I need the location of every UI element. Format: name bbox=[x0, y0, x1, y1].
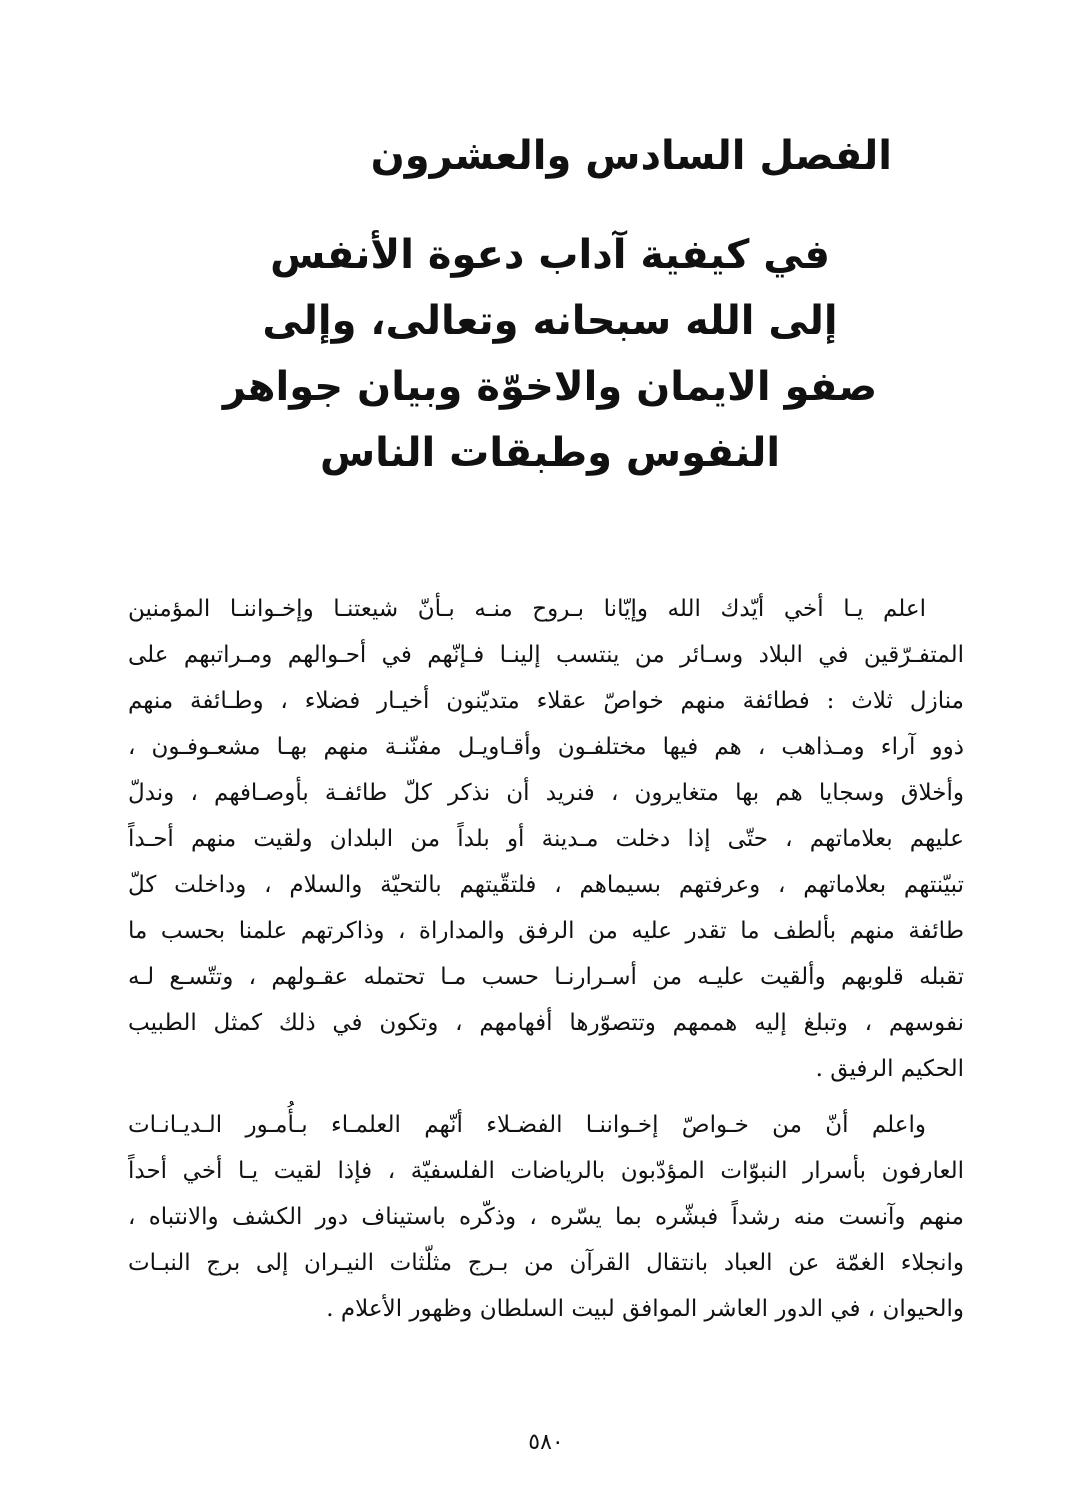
text-line: عليهم بعلاماتهم ، حتّى إذا دخلت مـدينة أو بلداً من البلدان ولقيت منهم أحـداً bbox=[128, 826, 964, 852]
text-line: تبيّنتهم بعلاماتهم ، وعرفتهم بسيماهم ، فلتقّيتهم بالتحيّة والسلام ، وداخلت كلّ bbox=[128, 872, 964, 898]
body-text bbox=[128, 586, 964, 1332]
text-line: واعلم أنّ من خـواصّ إخـواننـا الفضـلاء أنّهم العلمـاء بـأُمـور الـديـانـات bbox=[128, 1112, 926, 1138]
text-line: والحيوان ، في الدور العاشر الموافق لبيت السلطان وظهور الأعلام . bbox=[326, 1296, 964, 1322]
text-line: وأخلاق وسجايا هم بها متغايرون ، فنريد أن نذكر كلّ طائفـة بأوصـافهم ، وندلّ bbox=[128, 780, 964, 806]
text-line: العارفون بأسرار النبوّات المؤدّبون بالرياضات الفلسفيّة ، فإذا لقيت يـا أخي أحداً bbox=[128, 1158, 964, 1184]
text-line: ذوو آراء ومـذاهب ، هم فيها مختلفـون وأقـاويـل مفنّنـة منهم بهـا مشعـوفـون ، bbox=[128, 734, 964, 760]
text-line: منهم وآنست منه رشداً فبشّره بما يسّره ، وذكّره باستيناف دور الكشف والانتباه ، bbox=[128, 1204, 965, 1230]
page-number: ٥٨٠ bbox=[528, 1430, 564, 1455]
subtitle-line: إلى الله سبحانه وتعالى، وإلى bbox=[262, 298, 838, 344]
subtitle-line: النفوس وطبقات الناس bbox=[319, 430, 781, 476]
paragraph-1 bbox=[128, 586, 964, 1092]
text-line: اعلم يـا أخي أيّدك الله وإيّانا بـروح منـه بـأنّ شيعتنـا وإخـواننـا المؤمنين bbox=[128, 596, 926, 622]
text-line: وانجلاء الغمّة عن العباد بانتقال القرآن من بـرج مثلّثات النيـران إلى برج النبـات bbox=[128, 1250, 964, 1276]
text-line: المتفـرّقين في البلاد وسـائر من ينتسب إلينـا فـإنّهم في أحـوالهم ومـراتبهم على bbox=[128, 642, 964, 668]
chapter-title: الفصل السادس والعشرون bbox=[370, 133, 892, 179]
subtitle-line: في كيفية آداب دعوة الأنفس bbox=[270, 232, 830, 278]
text-line: نفوسهم ، وتبلغ إليه هممهم وتتصوّرها أفهامهم ، وتكون في ذلك كمثل الطبيب bbox=[128, 1010, 964, 1036]
paragraph-2 bbox=[128, 1102, 964, 1332]
text-line: تقبله قلوبهم وألقيت عليـه من أسـرارنـا حسب مـا تحتمله عقـولهم ، وتتّسـع لـه bbox=[128, 964, 964, 990]
text-line: منازل ثلاث : فطائفة منهم خواصّ عقلاء متديّنون أخيـار فضلاء ، وطـائفة منهم bbox=[128, 688, 964, 714]
subtitle-line: صفو الايمان والاخوّة وبيان جواهر bbox=[222, 364, 878, 410]
chapter-subtitle bbox=[180, 222, 920, 486]
text-line: الحكيم الرفيق . bbox=[815, 1056, 964, 1082]
text-line: طائفة منهم بألطف ما تقدر عليه من الرفق والمداراة ، وذاكرتهم علمنا بحسب ما bbox=[128, 918, 964, 944]
